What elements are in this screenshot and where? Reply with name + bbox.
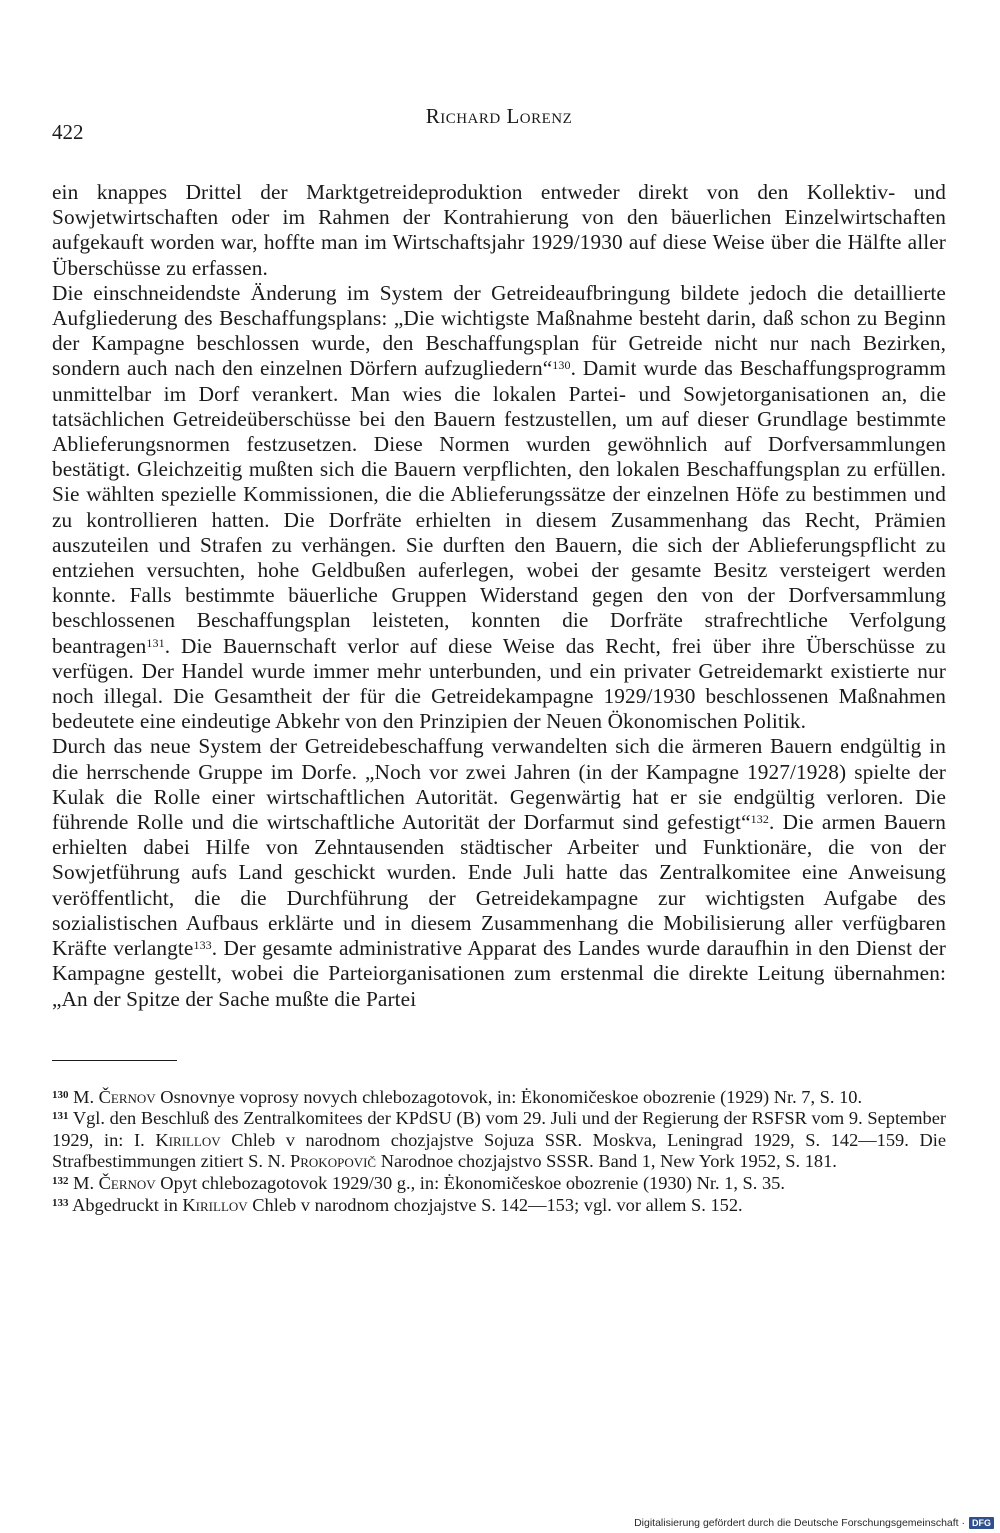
running-title: Richard Lorenz (425, 104, 573, 128)
paragraph-3-text-c: . Der gesamte administrative Apparat des Landes wurde daraufhin in den Dienst der Kampagne gestellt, wobei die Parteiorganisationen zum erstenmal die direkte Leitung übernahmen: „An der Spitze der Sache mußte die Partei (52, 936, 946, 1011)
footnote-author: M. Černov (73, 1173, 156, 1194)
footnote-ref-131[interactable]: 131 (146, 635, 165, 650)
body-text (52, 180, 946, 1012)
paragraph-3-text-a: Durch das neue System der Getreidebeschaffung verwandelten sich die ärmeren Bauern endgültig in die herrschende Gruppe im Dorfe. „Noch vor zwei Jahren (in der Kampagne 1927/1928) spielte der Kulak die Rolle einer wirtschaftlichen Autorität. Gegenwärtig hat er sie endgültig verloren. Die führende Rolle und die wirtschaftliche Autorität der Dorfarmut sind gefestigt“ (52, 734, 946, 835)
footnote-divider (52, 1060, 177, 1061)
footnote-author: M. Černov (73, 1086, 156, 1107)
footnote-number: 130 (52, 1088, 69, 1101)
paragraph-3 (52, 734, 946, 1011)
footnote-author: I. Kirillov (134, 1129, 221, 1150)
footnote-131 (52, 1108, 946, 1173)
footnote-number: 133 (52, 1196, 69, 1209)
footnote-text: Osnovnye voprosy novych chlebozagotovok, in: Ėkonomičeskoe obozrenie (1929) Nr. 7, S. 10. (155, 1086, 863, 1107)
digitization-notice-text: Digitalisierung gefördert durch die Deutsche Forschungsgemeinschaft · (634, 1517, 965, 1529)
footnote-text: Chleb v narodnom chozjajstve S. 142—153; vgl. vor allem S. 152. (247, 1194, 743, 1215)
footnote-133 (52, 1195, 946, 1217)
footnote-text: Vgl. den Beschluß des Zentralkomitees der KPdSU (B) vom 29. Juli und der Regierung der RSFSR vom 9. September 1929, in: (52, 1108, 946, 1150)
footnote-130 (52, 1087, 946, 1109)
paragraph-2-text-b: . Damit wurde das Beschaffungsprogramm unmittelbar im Dorf verankert. Man wies die lokalen Partei- und Sowjetorganisationen an, die tatsächlichen Getreideüberschüsse bei den Bauern festzustellen, um auf dieser Grundlage bestimmte Ablieferungsnormen festzusetzen. Diese Normen wurden gewöhnlich auf Dorfversammlungen bestätigt. Gleichzeitig mußten sich die Bauern verpflichten, den lokalen Beschaffungsplan zu erfüllen. Sie wählten spezielle Kommissionen, die die Ablieferungssätze der einzelnen Höfe zu bestimmen und zu kontrollieren hatten. Die Dorfräte erhielten in diesem Zusammenhang das Recht, Prämien auszuteilen und Strafen zu verhängen. Sie durften den Bauern, die sich der Ablieferungspflicht zu entziehen versuchten, hohe Geldbußen auferlegen, wobei der gesamte Besitz versteigert werden konnte. Falls bestimmte bäuerliche Gruppen Widerstand gegen den von der Dorfversammlung beschlossenen Beschaffungsplan leisteten, konnten die Dorfräte strafrechtliche Verfolgung beantragen (52, 356, 946, 658)
footnote-number: 131 (52, 1110, 69, 1123)
footnote-text: Chleb v narodnom chozjajstve Sojuza SSR. Moskva, Leningrad 1929, S. 142—159. Die Strafbestimmungen zitiert (52, 1129, 947, 1172)
paragraph-2 (52, 281, 946, 735)
footnote-text: Narodnoe chozjajstvo SSSR. Band 1, New York 1952, S. 181. (376, 1151, 837, 1172)
footnote-text: Abgedruckt in (68, 1194, 183, 1215)
running-head (52, 96, 946, 144)
footnote-ref-132[interactable]: 132 (750, 812, 769, 827)
page (52, 96, 946, 1216)
footnote-text: Opyt chlebozagotovok 1929/30 g., in: Ėkonomičeskoe obozrenie (1930) Nr. 1, S. 35. (155, 1173, 785, 1194)
paragraph-2-text-c: . Die Bauernschaft verlor auf diese Weise das Recht, frei über ihre Überschüsse zu verfügen. Der Handel wurde immer mehr unterbunden, und ein privater Getreidemarkt existierte nur noch illegal. Die Gesamtheit der für die Getreidekampagne 1929/1930 beschlossenen Maßnahmen bedeutete eine eindeutige Abkehr von den Prinzipien der Neuen Ökonomischen Politik. (52, 633, 946, 734)
footnotes (52, 1087, 946, 1217)
paragraph-1-text: ein knappes Drittel der Marktgetreideproduktion entweder direkt von den Kollektiv- und Sowjetwirtschaften oder im Rahmen der Kontrahierung von den bäuerlichen Einzelwirtschaften aufgekauft worden war, hoffte man im Wirtschaftsjahr 1929/1930 auf diese Weise über die Hälfte aller Überschüsse zu erfassen. (52, 180, 946, 280)
footnote-ref-130[interactable]: 130 (552, 358, 571, 373)
paragraph-3-text-b: . Die armen Bauern erhielten dabei Hilfe von Zehntausenden städtischer Arbeiter und Funktionäre, die von der Sowjetführung aufs Land geschickt wurden. Ende Juli hatte das Zentralkomitee eine Anweisung veröffentlicht, die die Durchführung der Getreidekampagne zur wichtigsten Aufgabe des sozialistischen Aufbaus erklärte und in diesem Zusammenhang die Mobilisierung aller verfügbaren Kräfte verlangte (52, 810, 946, 961)
paragraph-1 (52, 180, 946, 281)
digitization-notice (634, 1517, 994, 1529)
dfg-logo-icon: DFG (969, 1517, 994, 1529)
footnote-132 (52, 1173, 946, 1195)
footnote-author: Kirillov (182, 1194, 248, 1215)
paragraph-2-text-a: Die einschneidendste Änderung im System der Getreideaufbringung bildete jedoch die detaillierte Aufgliederung des Beschaffungsplans: „Die wichtigste Maßnahme besteht darin, daß schon zu Beginn der Kampagne beschlossen wurde, den Beschaffungsplan für Getreide nicht nur nach Bezirken, sondern auch nach den einzelnen Dörfern aufzugliedern“ (52, 280, 946, 381)
footnote-number: 132 (52, 1175, 69, 1188)
page-number: 422 (52, 120, 84, 144)
footnote-ref-133[interactable]: 133 (193, 938, 212, 953)
footnote-author: S. N. Prokopovič (248, 1151, 377, 1172)
